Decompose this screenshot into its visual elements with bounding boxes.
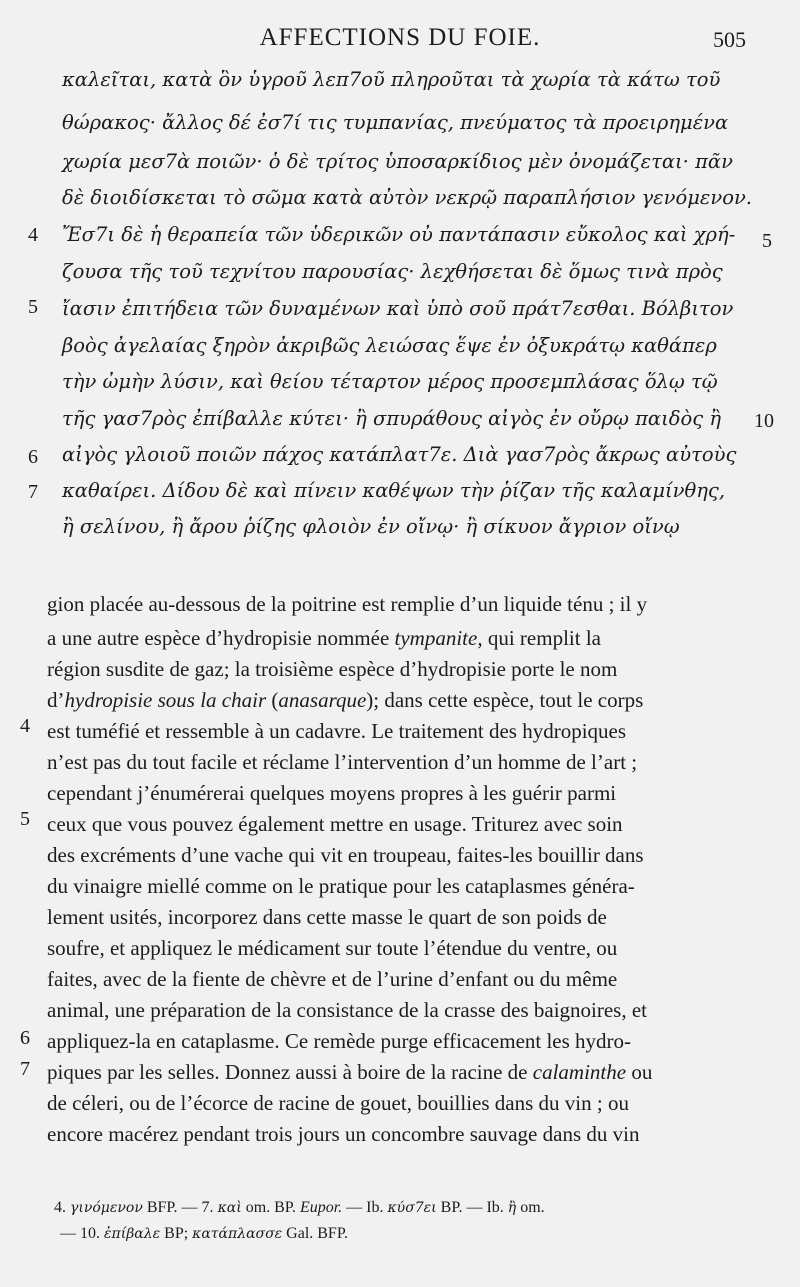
greek-line: Ἔσ7ι δὲ ἡ θεραπεία τῶν ὑδερικῶν οὐ παντάπασιν εὔκολος καὶ χρή-	[62, 223, 736, 246]
greek-line: καλεῖται, κατὰ ὃν ὑγροῦ λεπ7οῦ πληροῦται τὰ χωρία τὰ κάτω τοῦ	[62, 68, 721, 91]
french-line: d’hydropisie sous la chair (anasarque); dans cette espèce, tout le corps	[47, 688, 644, 712]
footnote-line: — 10. ἐπίβαλε BP; κατάπλασσε Gal. BFP.	[60, 1225, 348, 1242]
greek-margin-number: 7	[28, 481, 38, 503]
greek-line: τὴν ὠμὴν λύσιν, καὶ θείου τέταρτον μέρος προσεμπλάσας ὅλῳ τῷ	[62, 370, 718, 393]
footnote-line: 4. γινόμενον BFP. — 7. καὶ om. BP. Eupor. — Ib. κύσ7ει BP. — Ib. ἢ om.	[54, 1199, 545, 1216]
french-line: gion placée au-dessous de la poitrine est remplie d’un liquide ténu ; il y	[47, 592, 648, 616]
french-line: encore macérez pendant trois jours un concombre sauvage dans du vin	[47, 1122, 640, 1146]
french-margin-number: 4	[20, 715, 30, 737]
running-header: AFFECTIONS DU FOIE.	[259, 24, 541, 51]
greek-line: τῆς γασ7ρὸς ἐπίβαλλε κύτει· ἢ σπυράθους αἰγὸς ἐν οὔρῳ παιδὸς ἢ	[62, 407, 722, 430]
french-margin-number: 5	[20, 808, 30, 830]
french-line: de céleri, ou de l’écorce de racine de gouet, bouillies dans du vin ; ou	[47, 1091, 629, 1115]
french-line: animal, une préparation de la consistance de la crasse des baignoires, et	[47, 998, 648, 1022]
italic-term: hydropisie sous la chair	[64, 688, 267, 712]
french-line: région susdite de gaz; la troisième espèce d’hydropisie porte le nom	[47, 657, 618, 681]
french-line: est tuméfié et ressemble à un cadavre. Le traitement des hydropiques	[47, 719, 627, 743]
greek-line: χωρία μεσ7ὰ ποιῶν· ὁ δὲ τρίτος ὑποσαρκίδιος μὲν ὀνομάζεται· πᾶν	[62, 150, 733, 173]
french-line: piques par les selles. Donnez aussi à boire de la racine de calaminthe ou	[47, 1060, 653, 1084]
greek-margin-number-right: 5	[762, 230, 772, 252]
french-line: faites, avec de la fiente de chèvre et de l’urine d’enfant ou du même	[47, 967, 618, 991]
italic-term: calaminthe	[532, 1060, 627, 1084]
french-line: a une autre espèce d’hydropisie nommée tympanite, qui remplit la	[47, 626, 601, 650]
french-line: ceux que vous pouvez également mettre en usage. Triturez avec soin	[47, 812, 623, 836]
greek-margin-number-right: 10	[754, 410, 774, 432]
italic-term: anasarque	[278, 688, 367, 712]
french-line: appliquez-la en cataplasme. Ce remède purge efficacement les hydro-	[47, 1029, 632, 1053]
greek-line: δὲ διοιδίσκεται τὸ σῶμα κατὰ αὐτὸν νεκρῷ παραπλήσιον γενόμενον.	[62, 186, 753, 209]
greek-line: αἰγὸς γλοιοῦ ποιῶν πάχος κατάπλατ7ε. Διὰ γασ7ρὸς ἄκρως αὐτοὺς	[62, 443, 737, 466]
french-line: des excréments d’une vache qui vit en troupeau, faites-les bouillir dans	[47, 843, 644, 867]
greek-line: ἴασιν ἐπιτήδεια τῶν δυναμένων καὶ ὑπὸ σοῦ πράτ7εσθαι. Βόλβιτον	[62, 297, 734, 320]
french-line: soufre, et appliquez le médicament sur toute l’étendue du ventre, ou	[47, 936, 618, 960]
greek-line: ἢ σελίνου, ἢ ἄρου ῥίζης φλοιὸν ἐν οἴνῳ· ἢ σίκυον ἄγριον οἴνῳ	[62, 515, 680, 538]
greek-margin-number: 5	[28, 296, 38, 318]
page-number: 505	[713, 27, 746, 52]
greek-margin-number: 4	[28, 224, 38, 246]
italic-term: tympanite,	[394, 626, 483, 650]
french-margin-number: 7	[20, 1058, 30, 1080]
greek-line: βοὸς ἀγελαίας ξηρὸν ἀκριβῶς λειώσας ἕψε ἐν ὀξυκράτῳ καθάπερ	[62, 334, 717, 357]
greek-line: ζουσα τῆς τοῦ τεχνίτου παρουσίας· λεχθήσεται δὲ ὅμως τινὰ πρὸς	[62, 260, 723, 283]
french-line: lement usités, incorporez dans cette masse le quart de son poids de	[47, 905, 607, 929]
french-line: n’est pas du tout facile et réclame l’intervention d’un homme de l’art ;	[47, 750, 638, 774]
greek-line: θώρακος· ἄλλος δέ ἐσ7ί τις τυμπανίας, πνεύματος τὰ προειρημένα	[62, 111, 729, 134]
greek-margin-number: 6	[28, 446, 38, 468]
french-line: cependant j’énumérerai quelques moyens propres à les guérir parmi	[47, 781, 617, 805]
french-line: du vinaigre miellé comme on le pratique pour les cataplasmes généra-	[47, 874, 635, 898]
french-margin-number: 6	[20, 1027, 30, 1049]
greek-line: καθαίρει. Δίδου δὲ καὶ πίνειν καθέψων τὴν ῥίζαν τῆς καλαμίνθης,	[62, 479, 726, 502]
